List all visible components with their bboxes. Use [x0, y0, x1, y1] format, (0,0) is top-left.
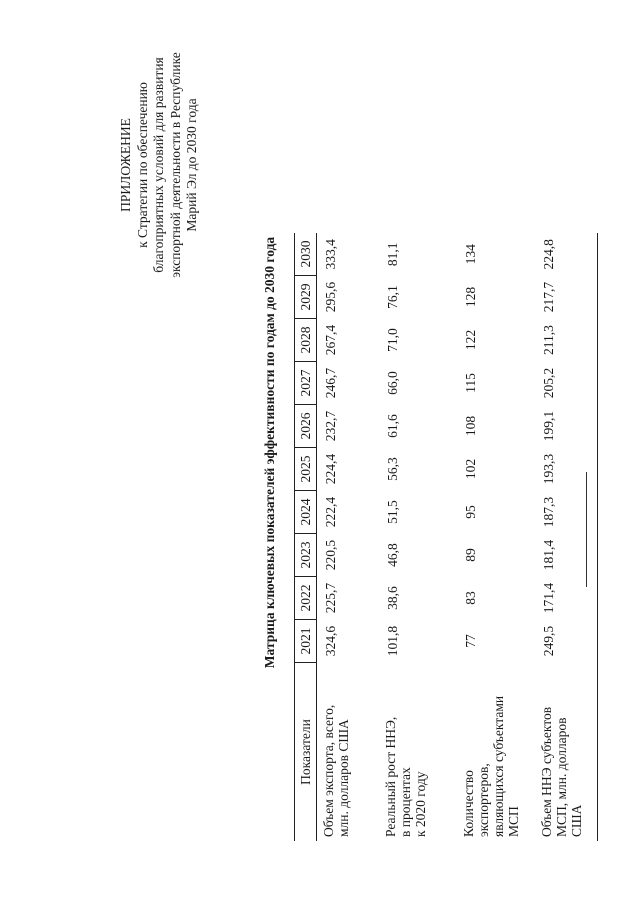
table-header-row	[295, 233, 317, 841]
table-cell: 224,8	[535, 233, 598, 276]
row-label-line: млн. долларов США	[336, 719, 351, 837]
appendix-line: благоприятных условий для развития	[151, 57, 166, 273]
appendix-heading	[118, 0, 201, 335]
table-cell: 102	[463, 458, 478, 480]
table-cell: 217,7	[535, 276, 598, 319]
table-cell: 181,4	[535, 534, 598, 577]
header-year: 2022	[295, 577, 317, 620]
table-row	[457, 233, 535, 841]
table-cell: 232,7	[323, 410, 338, 442]
row-label-line: экспортеров,	[476, 763, 491, 837]
table-cell: 324,6	[323, 625, 338, 657]
table-cell: 333,4	[323, 239, 338, 270]
table-cell: 61,6	[385, 414, 400, 438]
table-cell: 76,1	[385, 285, 400, 309]
table-cell: 224,4	[323, 453, 338, 485]
table-cell: 128	[463, 286, 478, 308]
header-year: 2021	[295, 620, 317, 663]
table-cell: 108	[463, 415, 478, 437]
table-cell: 205,2	[535, 362, 598, 405]
table-cell: 81,1	[385, 242, 400, 267]
row-label-line: к 2020 году	[413, 771, 428, 837]
separator-line	[586, 472, 587, 587]
table-cell: 115	[463, 373, 478, 393]
table-cell: 171,4	[535, 577, 598, 620]
table-cell: 249,5	[535, 620, 598, 663]
table-title: Матрица ключевых показателей эффективности по годам до 2030 года	[262, 236, 277, 669]
row-label-line: МСП, млн. долларов	[554, 717, 569, 837]
table-cell: 46,8	[385, 543, 400, 567]
appendix-line: к Стратегии по обеспечению	[134, 82, 150, 248]
table-cell: 295,6	[323, 281, 338, 313]
table-cell: 187,3	[535, 491, 598, 534]
table-cell: 56,3	[385, 457, 400, 481]
kpi-matrix-table	[294, 233, 598, 841]
header-year: 2027	[295, 362, 317, 405]
table-cell: 38,6	[385, 586, 400, 610]
table-cell: 134	[463, 244, 478, 265]
table-cell: 89	[463, 548, 478, 562]
header-year: 2023	[295, 534, 317, 577]
table-cell: 199,1	[535, 405, 598, 448]
header-year: 2026	[295, 405, 317, 448]
appendix-line: Марий Эл до 2030 года	[184, 98, 199, 232]
table-cell: 101,8	[385, 625, 400, 657]
row-label-line: Количество	[461, 770, 476, 837]
table-row	[379, 233, 457, 841]
table-cell: 267,4	[323, 324, 338, 356]
row-label-line: в процентах	[398, 767, 413, 837]
header-year: 2030	[295, 233, 317, 276]
table-cell: 246,7	[323, 367, 338, 399]
table-cell: 77	[463, 634, 478, 648]
appendix-line: экспортной деятельности в Республике	[167, 52, 183, 278]
header-indicators: Показатели	[295, 663, 317, 842]
table-cell: 122	[463, 329, 478, 351]
table-cell: 220,5	[323, 539, 338, 571]
row-label	[457, 663, 535, 842]
table-cell: 222,4	[323, 496, 338, 528]
row-label-line: МСП	[506, 806, 521, 837]
table-cell: 83	[463, 591, 478, 605]
header-year: 2024	[295, 491, 317, 534]
appendix-line: ПРИЛОЖЕНИЕ	[118, 118, 133, 212]
row-label	[535, 663, 598, 842]
row-label-line: США	[569, 804, 584, 837]
header-year: 2025	[295, 448, 317, 491]
table-cell: 193,3	[535, 448, 598, 491]
row-label-line: Реальный рост ННЭ,	[383, 716, 398, 837]
table-cell: 211,3	[535, 319, 598, 362]
table-cell: 66,0	[385, 371, 400, 395]
table-cell: 71,0	[385, 328, 400, 352]
row-label-line: Объем экспорта, всего,	[321, 704, 336, 837]
table-row	[535, 233, 598, 841]
row-label	[317, 663, 380, 842]
table-row	[317, 233, 380, 841]
row-label-line: являющихся субъектами	[491, 695, 506, 837]
header-year: 2029	[295, 276, 317, 319]
row-label	[379, 663, 457, 842]
table-cell: 51,5	[385, 500, 400, 524]
header-year: 2028	[295, 319, 317, 362]
row-label-line: Объем ННЭ субъектов	[539, 706, 554, 837]
table-cell: 95	[463, 505, 478, 519]
table-cell: 225,7	[323, 582, 338, 614]
